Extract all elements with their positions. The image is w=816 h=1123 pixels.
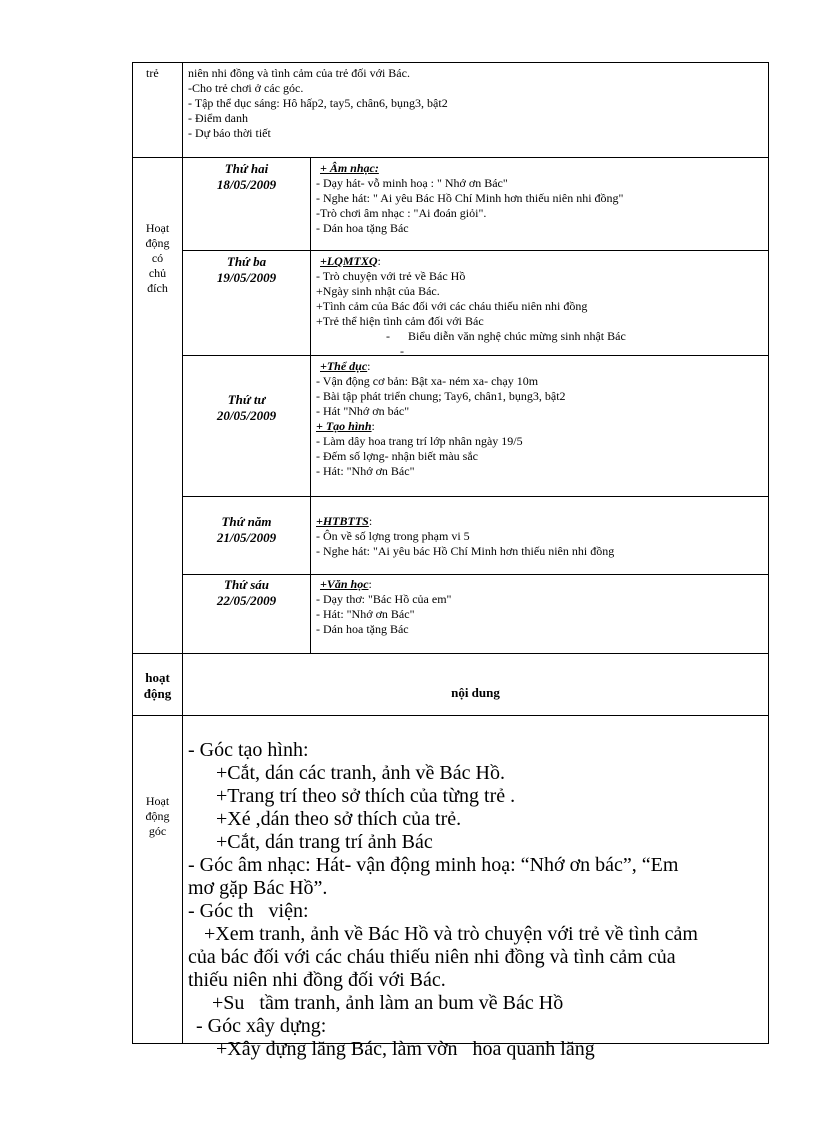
subject-suffix: :: [368, 577, 372, 591]
text-line: +Ngày sinh nhật của Bác.: [316, 284, 440, 298]
text-line: - Biểu diễn văn nghệ chúc mừng sinh nhật Bác: [386, 329, 626, 343]
day-column-divider: [310, 157, 311, 653]
goc-label-word: động: [145, 809, 170, 823]
day-date: 20/05/2009: [216, 408, 277, 423]
text-line: thiếu niên nhi đồng đối với Bác.: [188, 969, 446, 991]
text-line: - Nghe hát: "Ai yêu bác Hồ Chí Minh hơn thiếu niên nhi đồng: [316, 544, 615, 558]
day-content: [316, 161, 766, 236]
row-divider: [132, 653, 769, 654]
goc-label-word: góc: [148, 824, 167, 838]
text-line: -: [400, 344, 404, 358]
text-line: +Cắt, dán các tranh, ảnh về Bác Hồ.: [216, 762, 505, 784]
day-date: 22/05/2009: [216, 593, 277, 608]
section-label: [133, 221, 182, 296]
section-label-word: có: [151, 251, 164, 265]
header-left-word: hoạt: [145, 670, 170, 685]
day-name: Thứ ba: [226, 254, 267, 269]
subject-title: +LQMTXQ: [320, 254, 378, 268]
day-label: [183, 161, 310, 193]
day-divider: [182, 250, 769, 251]
text-line: +Cắt, dán trang trí ảnh Bác: [216, 831, 433, 853]
header-right: [183, 685, 768, 701]
section-label-word: động: [145, 236, 170, 250]
text-line: - Dạy hát- vỗ minh hoạ : " Nhớ ơn Bác": [316, 176, 508, 190]
table-border-left: [132, 62, 133, 1044]
day-date: 21/05/2009: [216, 530, 277, 545]
day-label: [183, 514, 310, 546]
day-content: [316, 359, 766, 479]
text-line: - Dự báo thời tiết: [188, 126, 271, 140]
top-row-content: [188, 66, 763, 141]
section-label-word: Hoạt: [145, 221, 170, 235]
text-line: +Su tầm tranh, ảnh làm an bum về Bác Hồ: [212, 992, 564, 1014]
text-line: - Nghe hát: " Ai yêu Bác Hồ Chí Minh hơn thiếu niên nhi đồng": [316, 191, 624, 205]
text-line: +Tình cảm của Bác đối với các cháu thiếu niên nhi đồng: [316, 299, 588, 313]
subject-suffix: :: [371, 419, 375, 433]
goc-label-word: Hoạt: [145, 794, 170, 808]
text-line: -Trò chơi âm nhạc : "Ai đoán giỏi".: [316, 206, 487, 220]
table-border-top: [132, 62, 769, 63]
text-line: - Góc xây dựng:: [196, 1015, 327, 1037]
text-line: - Điểm danh: [188, 111, 248, 125]
text-line: - Góc th viện:: [188, 900, 309, 922]
text-line: - Đếm số lợng- nhận biết màu sắc: [316, 449, 478, 463]
header-right-text: nội dung: [451, 685, 500, 700]
goc-content: [188, 739, 766, 1060]
row-divider: [132, 715, 769, 716]
text-line: - Ôn về số lợng trong phạm vi 5: [316, 529, 470, 543]
day-date: 18/05/2009: [216, 177, 277, 192]
goc-label: [133, 794, 182, 839]
text-line: - Dán hoa tặng Bác: [316, 221, 409, 235]
day-content: [316, 577, 766, 637]
day-divider: [182, 574, 769, 575]
top-row-label-text: trẻ: [146, 66, 159, 80]
subject-title: +HTBTTS: [316, 514, 369, 528]
subject-suffix: :: [367, 359, 371, 373]
text-line: -Cho trẻ chơi ở các góc.: [188, 81, 304, 95]
day-name: Thứ tư: [227, 392, 266, 407]
text-line: - Làm dây hoa trang trí lớp nhân ngày 19/5: [316, 434, 523, 448]
subject-title: + Âm nhạc:: [320, 161, 379, 175]
text-line: - Vận động cơ bản: Bật xa- ném xa- chạy 10m: [316, 374, 539, 388]
text-line: - Tập thể dục sáng: Hô hấp2, tay5, chân6, bụng3, bật2: [188, 96, 448, 110]
text-line: - Bài tập phát triển chung; Tay6, chân1, bụng3, bật2: [316, 389, 566, 403]
text-line: - Hát "Nhớ ơn bác": [316, 404, 410, 418]
day-label: [183, 254, 310, 286]
day-name: Thứ hai: [224, 161, 269, 176]
subject-suffix: :: [368, 514, 373, 528]
day-divider: [182, 496, 769, 497]
day-content: [316, 514, 766, 559]
text-line: - Góc tạo hình:: [188, 739, 309, 761]
text-line: +Xem tranh, ảnh về Bác Hồ và trò chuyện với trẻ về tình cảm: [204, 923, 698, 945]
table-border-right: [768, 62, 769, 1044]
text-line: +Trang trí theo sở thích của từng trẻ .: [216, 785, 516, 807]
text-line: - Hát: "Nhớ ơn Bác": [316, 464, 415, 478]
text-line: - Trò chuyện với trẻ về Bác Hồ: [316, 269, 466, 283]
column-divider: [182, 62, 183, 1044]
day-name: Thứ năm: [221, 514, 272, 529]
text-line: của bác đối với các cháu thiếu niên nhi đồng và tình cảm của: [188, 946, 676, 968]
header-left-word: động: [143, 686, 172, 701]
text-line: +Xé ,dán theo sở thích của trẻ.: [216, 808, 462, 830]
top-row-label: [146, 66, 176, 81]
text-line: - Hát: "Nhớ ơn Bác": [316, 607, 415, 621]
subject-title: +Văn học: [320, 577, 369, 591]
day-date: 19/05/2009: [216, 270, 277, 285]
section-label-word: chủ: [148, 266, 167, 280]
subject-suffix: :: [377, 254, 381, 268]
text-line: - Dán hoa tặng Bác: [316, 622, 409, 636]
text-line: niên nhi đồng và tình cảm của trẻ đối với Bác.: [188, 66, 410, 80]
text-line: +Xây dựng lăng Bác, làm vờn hoa quanh lăng: [216, 1038, 595, 1060]
header-left: [133, 670, 182, 702]
day-label: [183, 577, 310, 609]
day-content: [316, 254, 766, 359]
text-line: mơ gặp Bác Hồ”.: [188, 877, 328, 899]
section-label-word: đích: [147, 281, 168, 295]
row-divider: [132, 157, 769, 158]
text-line: - Dạy thơ: "Bác Hồ của em": [316, 592, 452, 606]
subject-title: +Thể dục: [320, 359, 368, 373]
day-label: [183, 392, 310, 424]
day-name: Thứ sáu: [224, 577, 269, 592]
text-line: - Góc âm nhạc: Hát- vận động minh hoạ: “Nhớ ơn bác”, “Em: [188, 854, 679, 876]
text-line: +Trẻ thể hiện tình cảm đối với Bác: [316, 314, 484, 328]
subject-title: + Tạo hình: [316, 419, 372, 433]
